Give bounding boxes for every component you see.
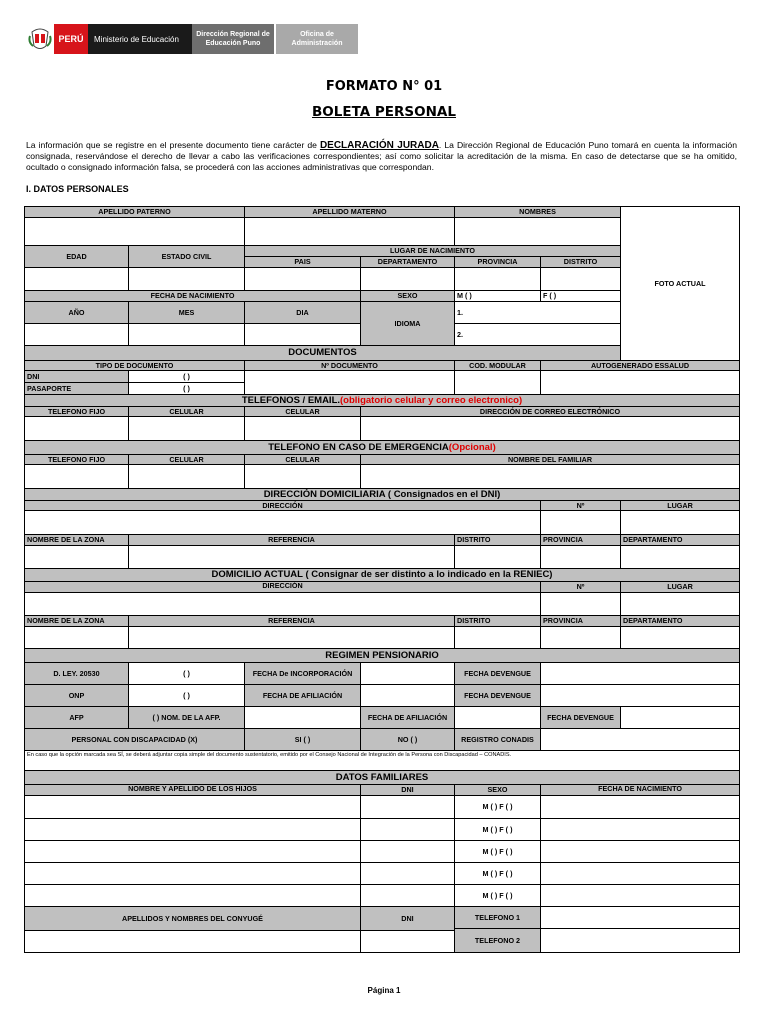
lugar-label: LUGAR <box>620 500 740 511</box>
estado-civil-field[interactable] <box>128 267 245 291</box>
ministry-badge: Ministerio de Educación <box>88 24 192 54</box>
afp-nombre-label: ( ) NOM. DE LA AFP. <box>128 706 245 729</box>
personal-data-form <box>24 206 739 952</box>
nombre-hijos-label: NOMBRE Y APELLIDO DE LOS HIJOS <box>24 784 361 796</box>
nombre-zona-label: NOMBRE DE LA ZONA <box>24 534 129 546</box>
hijo-fecha-field[interactable] <box>540 840 740 863</box>
apellido-paterno-label: APELLIDO PATERNO <box>24 206 245 218</box>
departamento-label: DEPARTAMENTO <box>360 256 455 268</box>
actual-provincia-field[interactable] <box>540 626 621 649</box>
form-title: BOLETA PERSONAL <box>312 104 456 120</box>
dom-provincia-label: PROVINCIA <box>540 534 621 546</box>
num-documento-label: Nº DOCUMENTO <box>244 360 455 371</box>
idioma-2-field[interactable]: 2. <box>454 323 621 346</box>
afp-devengue-label: FECHA DEVENGUE <box>540 706 621 729</box>
lugar-nacimiento-label: LUGAR DE NACIMIENTO <box>244 245 621 257</box>
idioma-1-field[interactable]: 1. <box>454 301 621 324</box>
dley-label: D. LEY. 20530 <box>24 662 129 685</box>
telefono-1-label: TELEFONO 1 <box>454 906 541 929</box>
documentos-heading: DOCUMENTOS <box>24 345 621 361</box>
actual-numero-label: Nº <box>540 581 621 593</box>
hijo-nombre-field[interactable] <box>24 795 361 819</box>
hijo-fecha-field[interactable] <box>540 884 740 907</box>
regional-office-badge: Dirección Regional de Educación Puno <box>192 24 274 54</box>
onp-afiliacion-field[interactable] <box>360 684 455 707</box>
telefonos-note: (obligatorio celular y correo electronico) <box>340 394 523 406</box>
nombre-familiar-field[interactable] <box>360 464 740 489</box>
emergencia-note: (Opcional) <box>448 441 496 453</box>
emergencia-celular-field[interactable] <box>128 464 245 489</box>
anio-label: AÑO <box>24 301 129 324</box>
actual-departamento-label: DEPARTAMENTO <box>620 615 740 627</box>
edad-field[interactable] <box>24 267 129 291</box>
domicilio-actual-heading: DOMICILIO ACTUAL ( Consignar de ser distinto a lo indicado en la RENIEC) <box>24 568 740 582</box>
actual-direccion-field[interactable] <box>24 592 541 616</box>
hijo-dni-field[interactable] <box>360 795 455 819</box>
edad-label: EDAD <box>24 245 129 268</box>
nombre-familiar-label: NOMBRE DEL FAMILIAR <box>360 454 740 465</box>
regimen-heading: REGIMEN PENSIONARIO <box>24 648 740 663</box>
apellido-materno-label: APELLIDO MATERNO <box>244 206 455 218</box>
onp-afiliacion-label: FECHA DE AFILIACIÓN <box>244 684 361 707</box>
dom-provincia-field[interactable] <box>540 545 621 569</box>
apellido-materno-field[interactable] <box>244 217 455 246</box>
hijo-sexo-checkbox[interactable]: M ( ) F ( ) <box>454 884 541 907</box>
sexo-m-checkbox[interactable]: M ( ) <box>454 290 541 302</box>
distrito-field[interactable] <box>540 267 621 291</box>
letterhead <box>26 24 358 54</box>
emergencia-heading: TELEFONO EN CASO DE EMERGENCIA (Opcional) <box>24 440 740 455</box>
conyuge-label: APELLIDOS Y NOMBRES DEL CONYUGÉ <box>24 906 361 931</box>
autogenerado-label: AUTOGENERADO ESSALUD <box>540 360 740 371</box>
numero-field[interactable] <box>540 510 621 535</box>
hijo-fecha-field[interactable] <box>540 795 740 819</box>
form-number-title: FORMATO N° 01 <box>325 79 443 94</box>
sexo-f-checkbox[interactable]: F ( ) <box>540 290 621 302</box>
hijo-sexo-checkbox[interactable]: M ( ) F ( ) <box>454 840 541 863</box>
actual-direccion-label: DIRECCIÓN <box>24 581 541 593</box>
onp-label: ONP <box>24 684 129 707</box>
dni-label: DNI <box>24 370 129 383</box>
celular-label: CELULAR <box>128 406 245 417</box>
pasaporte-checkbox[interactable]: ( ) <box>128 382 245 395</box>
distrito-label: DISTRITO <box>540 256 621 268</box>
afp-afiliacion-label: FECHA DE AFILIACIÓN <box>360 706 455 729</box>
dley-devengue-label: FECHA DEVENGUE <box>454 662 541 685</box>
dley-checkbox[interactable]: ( ) <box>128 662 245 685</box>
actual-numero-field[interactable] <box>540 592 621 616</box>
correo-field[interactable] <box>360 416 740 441</box>
referencia-label: REFERENCIA <box>128 534 455 546</box>
fecha-nacimiento-label: FECHA DE NACIMIENTO <box>24 290 361 302</box>
direccion-field[interactable] <box>24 510 541 535</box>
afp-devengue-field[interactable] <box>620 706 740 729</box>
estado-civil-label: ESTADO CIVIL <box>128 245 245 268</box>
cod-modular-field[interactable] <box>454 370 541 395</box>
conyuge-nombre-field[interactable] <box>24 930 361 953</box>
onp-devengue-label: FECHA DEVENGUE <box>454 684 541 707</box>
admin-office-badge: Oficina de Administración <box>276 24 358 54</box>
telefono-2-field[interactable] <box>540 928 740 953</box>
hijo-nombre-field[interactable] <box>24 818 361 841</box>
apellido-paterno-field[interactable] <box>24 217 245 246</box>
onp-checkbox[interactable]: ( ) <box>128 684 245 707</box>
referencia-field[interactable] <box>128 545 455 569</box>
hijo-dni-field[interactable] <box>360 818 455 841</box>
dom-departamento-label: DEPARTAMENTO <box>620 534 740 546</box>
intro-paragraph: La información que se registre en el presente documento tiene carácter de DECLARACIÓN JURADA. La Dirección Regional de Educación Puno tomará en cuenta la información consignada, reservándose el derecho de llevar a cabo las verificaciones correspondientes; así como solicitar la acreditación de la misma. En caso de detectarse que se ha omitido, ocultado o consignado información falsa, se procederá con las acciones administrativas que correspondan. <box>26 140 737 172</box>
hijo-dni-field[interactable] <box>360 862 455 885</box>
afp-nombre-field[interactable] <box>244 706 361 729</box>
conadis-note: En caso que la opción marcada sea SÍ, se deberá adjuntar copia simple del documento sustentatorio, emitido por el Consejo Nacional de Integración de la Persona con Discapacidad – CONADIS. <box>24 750 740 771</box>
fecha-incorporacion-label: FECHA De INCORPORACIÓN <box>244 662 361 685</box>
actual-lugar-field[interactable] <box>620 592 740 616</box>
anio-field[interactable] <box>24 323 129 346</box>
actual-referencia-field[interactable] <box>128 626 455 649</box>
lugar-field[interactable] <box>620 510 740 535</box>
pais-field[interactable] <box>244 267 361 291</box>
nombre-zona-field[interactable] <box>24 545 129 569</box>
section-heading: I. DATOS PERSONALES <box>26 184 129 194</box>
telefonos-heading: TELEFONOS / EMAIL. (obligatorio celular y correo electronico) <box>24 394 740 407</box>
autogenerado-field[interactable] <box>540 370 740 395</box>
fecha-incorporacion-field[interactable] <box>360 662 455 685</box>
nombres-label: NOMBRES <box>454 206 621 218</box>
telefono-fijo-field[interactable] <box>24 416 129 441</box>
telefono-1-field[interactable] <box>540 906 740 929</box>
sexo-label: SEXO <box>360 290 455 302</box>
celular-2-label: CELULAR <box>244 406 361 417</box>
conyuge-dni-field[interactable] <box>360 930 455 953</box>
pasaporte-label: PASAPORTE <box>24 382 129 395</box>
hijo-sexo-checkbox[interactable]: M ( ) F ( ) <box>454 795 541 819</box>
mes-label: MES <box>128 301 245 324</box>
emergencia-fijo-field[interactable] <box>24 464 129 489</box>
afp-afiliacion-field[interactable] <box>454 706 541 729</box>
discapacidad-label: PERSONAL CON DISCAPACIDAD (X) <box>24 728 245 751</box>
peru-badge: PERÚ <box>54 24 88 54</box>
emergencia-celular-2-field[interactable] <box>244 464 361 489</box>
declaracion-jurada: DECLARACIÓN JURADA <box>319 140 439 151</box>
telefono-2-label: TELEFONO 2 <box>454 928 541 953</box>
idioma-label: IDIOMA <box>360 301 455 346</box>
cod-modular-label: COD. MODULAR <box>454 360 541 371</box>
tipo-documento-label: TIPO DE DOCUMENTO <box>24 360 245 371</box>
emergencia-celular-2-label: CELULAR <box>244 454 361 465</box>
departamento-field[interactable] <box>360 267 455 291</box>
mes-field[interactable] <box>128 323 245 346</box>
provincia-field[interactable] <box>454 267 541 291</box>
registro-conadis-field[interactable] <box>540 728 740 751</box>
actual-provincia-label: PROVINCIA <box>540 615 621 627</box>
hijo-nombre-field[interactable] <box>24 840 361 863</box>
discapacidad-no-checkbox[interactable]: NO ( ) <box>360 728 455 751</box>
hijo-dni-field[interactable] <box>360 884 455 907</box>
dia-label: DIA <box>244 301 361 324</box>
correo-label: DIRECCIÓN DE CORREO ELECTRÓNICO <box>360 406 740 417</box>
hijos-sexo-label: SEXO <box>454 784 541 796</box>
provincia-label: PROVINCIA <box>454 256 541 268</box>
telefono-fijo-label: TELEFONO FIJO <box>24 406 129 417</box>
conyuge-dni-label: DNI <box>360 906 455 931</box>
actual-referencia-label: REFERENCIA <box>128 615 455 627</box>
afp-label: AFP <box>24 706 129 729</box>
onp-devengue-field[interactable] <box>540 684 740 707</box>
hijo-sexo-checkbox[interactable]: M ( ) F ( ) <box>454 862 541 885</box>
celular-2-field[interactable] <box>244 416 361 441</box>
emergencia-fijo-label: TELEFONO FIJO <box>24 454 129 465</box>
datos-familiares-heading: DATOS FAMILIARES <box>24 770 740 785</box>
emergencia-celular-label: CELULAR <box>128 454 245 465</box>
actual-departamento-field[interactable] <box>620 626 740 649</box>
num-documento-field[interactable] <box>244 370 455 395</box>
direccion-domiciliaria-heading: DIRECCIÓN DOMICILIARIA ( Consignados en el DNI) <box>24 488 740 501</box>
hijo-fecha-field[interactable] <box>540 862 740 885</box>
foto-actual-box: FOTO ACTUAL <box>620 206 740 361</box>
direccion-label: DIRECCIÓN <box>24 500 541 511</box>
dni-checkbox[interactable]: ( ) <box>128 370 245 383</box>
hijos-dni-label: DNI <box>360 784 455 796</box>
nombres-field[interactable] <box>454 217 621 246</box>
coat-of-arms-icon <box>26 24 54 54</box>
dom-distrito-field[interactable] <box>454 545 541 569</box>
actual-lugar-label: LUGAR <box>620 581 740 593</box>
numero-label: Nº <box>540 500 621 511</box>
page-number: Página 1 <box>367 986 401 995</box>
celular-field[interactable] <box>128 416 245 441</box>
actual-zona-label: NOMBRE DE LA ZONA <box>24 615 129 627</box>
hijo-fecha-field[interactable] <box>540 818 740 841</box>
dia-field[interactable] <box>244 323 361 346</box>
actual-distrito-label: DISTRITO <box>454 615 541 627</box>
hijo-nombre-field[interactable] <box>24 862 361 885</box>
hijos-fecha-label: FECHA DE NACIMIENTO <box>540 784 740 796</box>
pais-label: PAIS <box>244 256 361 268</box>
registro-conadis-label: REGISTRO CONADIS <box>454 728 541 751</box>
hijo-nombre-field[interactable] <box>24 884 361 907</box>
actual-distrito-field[interactable] <box>454 626 541 649</box>
hijo-sexo-checkbox[interactable]: M ( ) F ( ) <box>454 818 541 841</box>
dom-distrito-label: DISTRITO <box>454 534 541 546</box>
hijo-dni-field[interactable] <box>360 840 455 863</box>
actual-zona-field[interactable] <box>24 626 129 649</box>
dley-devengue-field[interactable] <box>540 662 740 685</box>
dom-departamento-field[interactable] <box>620 545 740 569</box>
discapacidad-si-checkbox[interactable]: SI ( ) <box>244 728 361 751</box>
